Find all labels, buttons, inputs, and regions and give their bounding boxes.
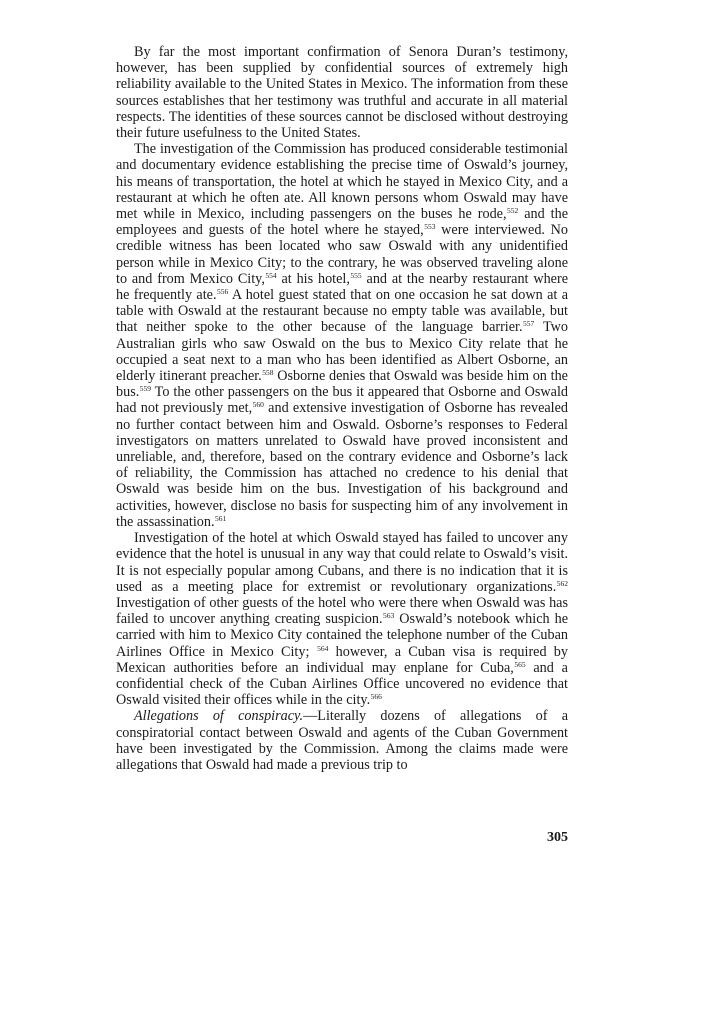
footnote-marker: 555 [350,270,362,280]
text-run: Osborne denies that Oswald was beside him on the bus. [116,368,568,401]
text-run: The investigation of the Commission has produced considerable testimonial and documentary evidence establishing the precise time of Oswald’s journey, his means of transportation, the hotel at which he stayed in Mexico City, and a restaurant at which he often ate. All known persons whom Oswald may have met while in Mexico, including passengers on the buses he rode, [116,141,568,223]
text-run: To the other passengers on the bus it appeared that Osborne and Oswald had not previously met, [116,384,568,417]
run-in-heading: Allegations of conspiracy. [134,708,304,725]
text-run: A hotel guest stated that on one occasion he sat down at a table with Oswald at the restaurant because no empty table was available, but that neither spoke to the other because of the language barrier. [116,287,568,336]
paragraph [116,141,568,530]
text-run: were interviewed. No credible witness has been located who saw Oswald with any unidentified person while in Mexico City; to the contrary, he was observed traveling alone to and from Mexico City, [116,222,569,287]
paragraph [116,530,568,708]
footnote-marker: 566 [370,692,382,702]
text-run: and extensive investigation of Osborne has revealed no further contact between him and Oswald. Osborne’s responses to Federal investigators on matters unrelated to Oswald have proved inconsistent and unreliable, and, therefore, based on the contrary evidence and Osborne’s lack of reliability, the Commission has attached no credence to his denial that Oswald was beside him on the bus. Investigation of his background and activities, however, disclose no basis for suspecting him of any involvement in the assassination. [116,400,568,530]
text-run: Investigation of the hotel at which Oswald stayed has failed to uncover any evidence that the hotel is unusual in any way that could relate to Oswald’s visit. It is not especially popular among Cubans, and there is no indication that it is used as a meeting place for extremist or revolutionary organizations. [116,530,568,595]
text-run: and a confidential check of the Cuban Airlines Office uncovered no evidence that Oswald visited their offices while in the city. [116,659,568,709]
footnote-marker: 560 [252,400,264,410]
footnote-marker: 565 [514,659,526,669]
footnote-marker: 554 [265,270,277,280]
footnote-marker: 556 [217,287,229,297]
footnote-marker: 552 [507,206,519,216]
text-run: By far the most important confirmation of Senora Duran’s testimony, however, has been supplied by confidential sources of extremely high reliability available to the United States in Mexico. The information from these sources establishes that her testimony was truthful and accurate in all material respects. The identities of these sources cannot be disclosed without destroying their future usefulness to the United States. [116,44,568,142]
text-run: Two Australian girls who saw Oswald on the bus to Mexico City relate that he occupied a seat next to a man who has been identified as Albert Osborne, an elderly itinerant preacher. [116,319,568,385]
text-run: Oswald’s notebook which he carried with him to Mexico City contained the telephone number of the Cuban Airlines Office in Mexico City; [116,611,568,660]
footnote-marker: 561 [215,513,227,523]
text-run: however, a Cuban visa is required by Mexican authorities before an individual may enplane for Cuba, [116,643,568,676]
text-run: —Literally dozens of allegations of a conspiratorial contact between Oswald and agents of the Cuban Government have been investigated by the Commission. Among the claims made were allegations that Oswald had made a previous trip to [116,708,568,773]
footnote-marker: 562 [556,578,568,588]
text-run: and at the nearby restaurant where he frequently ate. [116,270,569,304]
page-number: 305 [547,830,568,845]
paragraph [116,708,568,773]
paragraph [116,44,568,141]
footnote-marker: 559 [139,384,152,394]
text-run: Investigation of other guests of the hotel who were there when Oswald was has failed to uncover anything creating suspicion. [116,594,568,628]
footnote-marker: 557 [523,319,535,329]
body-text [116,44,568,773]
footnote-marker: 553 [424,222,436,232]
footnote-marker: 563 [383,611,395,621]
footnote-marker: 558 [262,368,274,378]
footnote-marker: 564 [317,643,329,653]
text-run: at his hotel, [276,270,350,287]
text-run: and the employees and guests of the hotel where he stayed, [116,206,568,239]
